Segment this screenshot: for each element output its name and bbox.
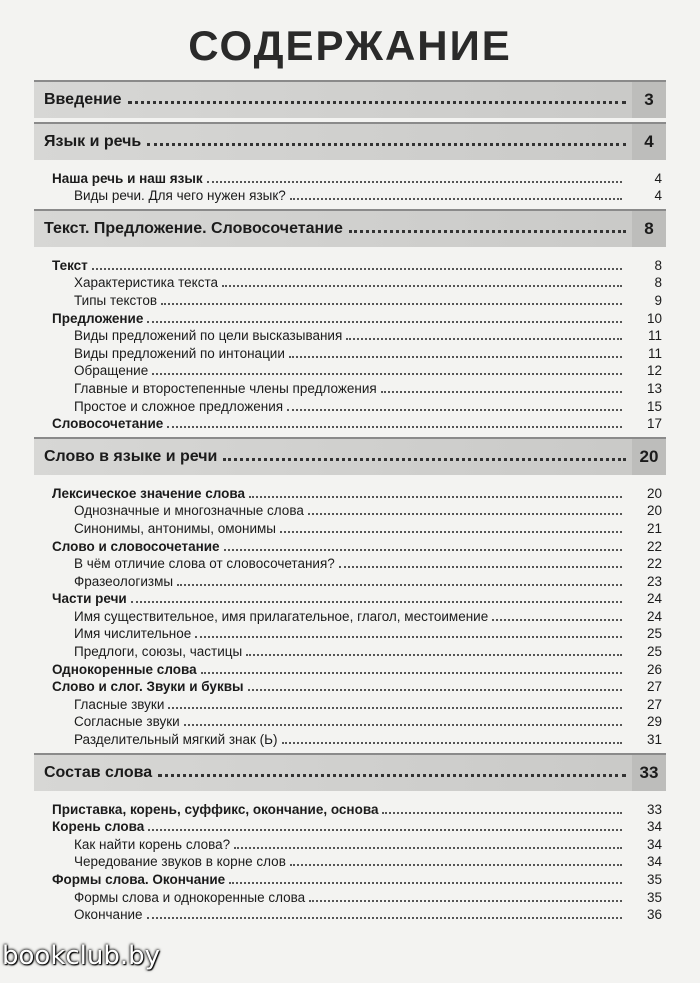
entry-label: Характеристика текста: [74, 275, 218, 291]
entry-label: Однозначные и многозначные слова: [74, 503, 304, 519]
toc-entry[interactable]: [34, 624, 666, 642]
section-page-number: 33: [632, 755, 666, 791]
dot-leader: [382, 812, 622, 814]
dot-leader: [168, 707, 622, 709]
entry-page-number: 36: [646, 907, 662, 923]
entry-label: Приставка, корень, суффикс, окончание, основа: [52, 801, 379, 817]
entry-page-number: 27: [646, 696, 662, 712]
toc-entry[interactable]: [34, 273, 666, 291]
entry-page-number: 25: [646, 644, 662, 660]
section-page-number: 4: [632, 124, 666, 160]
entry-page-number: 34: [646, 836, 662, 852]
toc-entry[interactable]: [34, 308, 666, 326]
toc-entry[interactable]: [34, 290, 666, 308]
entry-page-number: 21: [646, 520, 662, 536]
watermark: bookclub.by: [2, 941, 161, 971]
toc-entry[interactable]: [34, 361, 666, 379]
section-page-number: 3: [632, 82, 666, 118]
dot-leader: [195, 636, 622, 638]
page-title: СОДЕРЖАНИЕ: [188, 22, 512, 69]
entry-label: Фразеологизмы: [74, 573, 174, 589]
entry-label: Предлоги, союзы, частицы: [74, 644, 243, 660]
toc-entry[interactable]: [34, 677, 666, 695]
dot-leader: [381, 391, 622, 393]
dot-leader: [282, 742, 622, 744]
dot-leader: [207, 181, 622, 183]
entry-label: Главные и второстепенные члены предложения: [74, 380, 377, 396]
section-title: Язык и речь: [44, 133, 142, 150]
toc-entry[interactable]: [34, 343, 666, 361]
entry-label: Синонимы, антонимы, омонимы: [74, 520, 276, 536]
toc-entry[interactable]: [34, 378, 666, 396]
toc-entry[interactable]: [34, 571, 666, 589]
entry-label: Формы слова и однокоренные слова: [74, 889, 306, 905]
section-page-number: 20: [632, 439, 666, 475]
dot-leader: [147, 321, 622, 323]
entry-page-number: 23: [646, 573, 662, 589]
dot-leader: [249, 496, 622, 498]
entry-page-number: 34: [646, 819, 662, 835]
entry-page-number: 29: [646, 714, 662, 730]
dot-leader: [131, 601, 622, 603]
dot-leader: [246, 654, 622, 656]
section-title: Введение: [44, 91, 122, 108]
entry-page-number: 33: [646, 801, 662, 817]
entry-label: Разделительный мягкий знак (Ь): [74, 732, 278, 748]
dot-leader: [158, 774, 626, 777]
dot-leader: [161, 303, 622, 305]
entry-label: Текст: [52, 257, 88, 273]
entry-page-number: 4: [654, 188, 662, 204]
entry-page-number: 25: [646, 626, 662, 642]
entry-label: Виды речи. Для чего нужен язык?: [74, 188, 286, 204]
toc-entry[interactable]: [34, 817, 666, 835]
dot-leader: [147, 143, 626, 146]
entry-label: Формы слова. Окончание: [52, 872, 226, 887]
entry-page-number: 11: [647, 328, 662, 344]
entry-page-number: 8: [654, 257, 662, 273]
dot-leader: [309, 900, 622, 902]
toc-entry[interactable]: [34, 659, 666, 677]
entry-page-number: 17: [646, 416, 662, 432]
toc-entry[interactable]: [34, 606, 666, 624]
entry-label: Имя существительное, имя прилагательное, глагол, местоимение: [74, 608, 489, 624]
entry-page-number: 20: [646, 485, 662, 501]
entry-label: Наша речь и наш язык: [52, 170, 203, 186]
dot-leader: [339, 566, 622, 568]
entry-page-number: 4: [654, 170, 662, 186]
table-of-contents: [34, 80, 666, 928]
dot-leader: [147, 917, 622, 919]
dot-leader: [346, 338, 622, 340]
entry-page-number: 35: [646, 889, 662, 905]
toc-entry[interactable]: [34, 887, 666, 905]
toc-entry[interactable]: [34, 869, 666, 887]
dot-leader: [201, 672, 622, 674]
dot-leader: [492, 619, 622, 621]
entry-page-number: 11: [647, 345, 662, 361]
entry-page-number: 15: [646, 398, 662, 414]
toc-section[interactable]: [34, 209, 666, 247]
toc-entry[interactable]: [34, 852, 666, 870]
entry-page-number: 24: [646, 591, 662, 607]
entry-page-number: 24: [646, 608, 662, 624]
dot-leader: [234, 847, 622, 849]
entry-page-number: 22: [646, 538, 662, 554]
dot-leader: [308, 513, 622, 515]
toc-entry[interactable]: [34, 641, 666, 659]
dot-leader: [248, 689, 622, 691]
toc-entry[interactable]: [34, 834, 666, 852]
dot-leader: [92, 268, 622, 270]
entry-label: Обращение: [74, 363, 149, 379]
dot-leader: [287, 409, 622, 411]
toc-section[interactable]: [34, 80, 666, 118]
dot-leader: [290, 864, 622, 866]
toc-entry[interactable]: [34, 396, 666, 414]
entry-page-number: 22: [646, 556, 662, 572]
toc-entry[interactable]: [34, 536, 666, 554]
toc-entry[interactable]: [34, 712, 666, 730]
entry-label: Чередование звуков в корне слов: [74, 854, 286, 870]
dot-leader: [289, 356, 622, 358]
entry-page-number: 20: [646, 503, 662, 519]
toc-entry[interactable]: [34, 518, 666, 536]
toc-entry[interactable]: [34, 483, 666, 501]
toc-entry[interactable]: [34, 694, 666, 712]
entry-label: Однокоренные слова: [52, 661, 197, 677]
dot-leader: [222, 285, 622, 287]
entry-label: Слово и словосочетание: [52, 538, 220, 554]
entry-page-number: 8: [654, 275, 662, 291]
dot-leader: [167, 426, 622, 428]
toc-entry[interactable]: [34, 414, 666, 432]
toc-entry[interactable]: [34, 168, 666, 186]
section-page-number: 8: [632, 211, 666, 247]
dot-leader: [349, 230, 626, 233]
dot-leader: [152, 373, 622, 375]
entry-page-number: 26: [646, 661, 662, 677]
entry-label: Виды предложений по цели высказывания: [74, 328, 343, 344]
entry-label: Лексическое значение слова: [52, 485, 246, 501]
dot-leader: [280, 531, 622, 533]
entry-label: Словосочетание: [52, 416, 164, 432]
dot-leader: [148, 829, 622, 831]
toc-entry[interactable]: [34, 186, 666, 204]
toc-entry[interactable]: [34, 255, 666, 273]
entry-page-number: 35: [646, 872, 662, 887]
section-title: Состав слова: [44, 764, 153, 782]
entry-label: Окончание: [74, 907, 143, 923]
dot-leader: [229, 882, 622, 884]
toc-section[interactable]: [34, 122, 666, 160]
entry-label: Типы текстов: [74, 292, 158, 308]
entry-label: Как найти корень слова?: [74, 836, 231, 852]
toc-entry[interactable]: [34, 905, 666, 923]
entry-page-number: 12: [646, 363, 662, 379]
entry-label: В чём отличие слова от словосочетания?: [74, 556, 335, 572]
entry-label: Предложение: [52, 310, 144, 326]
entry-page-number: 34: [646, 854, 662, 870]
entry-label: Имя числительное: [74, 626, 192, 642]
entry-label: Согласные звуки: [74, 714, 180, 730]
section-title: Текст. Предложение. Словосочетание: [44, 220, 343, 238]
entry-label: Части речи: [52, 591, 127, 607]
toc-section[interactable]: [34, 437, 666, 475]
toc-entry[interactable]: [34, 589, 666, 607]
entry-page-number: 31: [646, 732, 662, 748]
entry-label: Простое и сложное предложения: [74, 398, 284, 414]
entry-page-number: 13: [646, 380, 662, 396]
toc-entry[interactable]: [34, 326, 666, 344]
dot-leader: [184, 724, 622, 726]
entry-page-number: 10: [646, 310, 662, 326]
entry-page-number: 27: [646, 679, 662, 695]
toc-entry[interactable]: [34, 501, 666, 519]
entry-label: Гласные звуки: [74, 696, 165, 712]
entry-label: Виды предложений по интонации: [74, 345, 285, 361]
entry-label: Слово и слог. Звуки и буквы: [52, 679, 244, 695]
entry-page-number: 9: [654, 292, 662, 308]
dot-leader: [128, 101, 626, 104]
toc-section[interactable]: [34, 753, 666, 791]
dot-leader: [224, 549, 622, 551]
toc-entry[interactable]: [34, 799, 666, 817]
toc-entry[interactable]: [34, 729, 666, 747]
entry-label: Корень слова: [52, 819, 145, 835]
dot-leader: [290, 198, 622, 200]
toc-entry[interactable]: [34, 554, 666, 572]
section-title: Слово в языке и речи: [44, 448, 218, 466]
dot-leader: [177, 584, 622, 586]
dot-leader: [223, 458, 626, 461]
